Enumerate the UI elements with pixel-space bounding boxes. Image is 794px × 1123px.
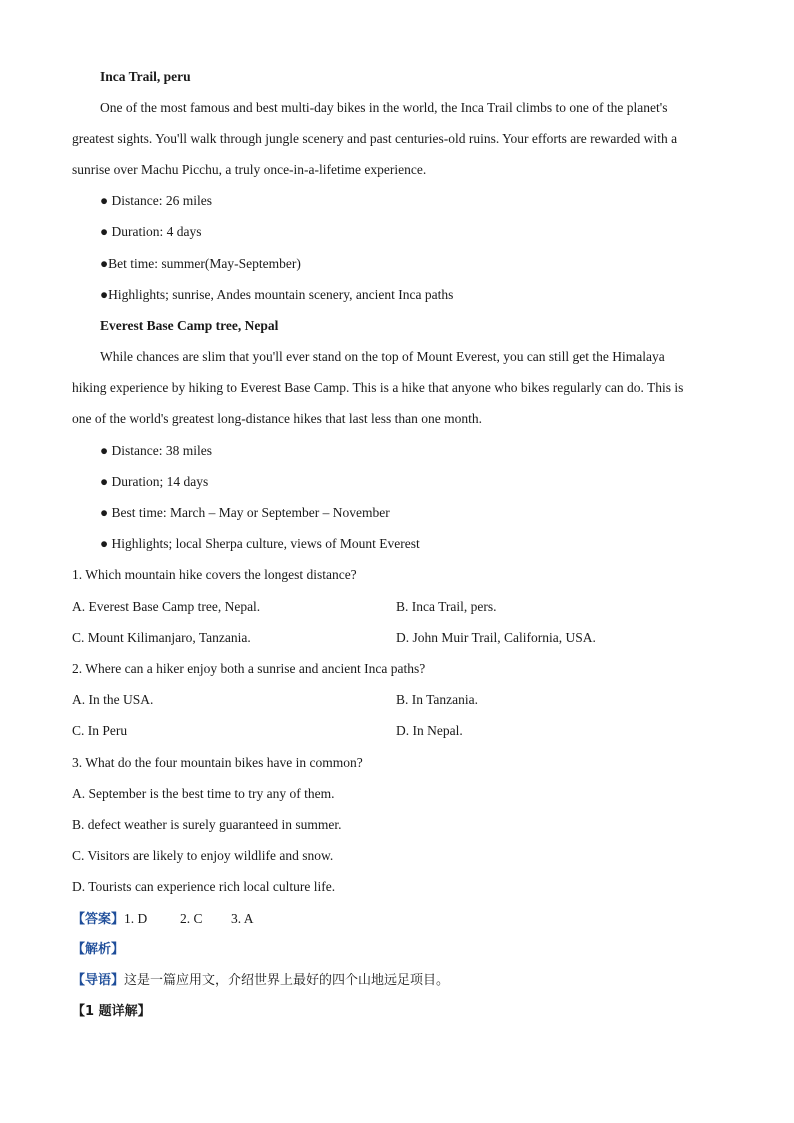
everest-bullet-duration: ● Duration; 14 days <box>100 474 209 489</box>
analysis-tag: 【解析】 <box>72 942 125 957</box>
answer-3: 3. A <box>231 911 254 926</box>
question-2-option-c: C. In Peru <box>72 723 128 738</box>
question-1-detail-tag: 【1 题详解】 <box>72 1004 151 1019</box>
question-3-option-d: D. Tourists can experience rich local culture life. <box>72 879 336 894</box>
question-2-stem: 2. Where can a hiker enjoy both a sunrise and ancient Inca paths? <box>72 661 426 676</box>
question-3-option-b: B. defect weather is surely guaranteed in summer. <box>72 817 342 832</box>
question-3-option-a: A. September is the best time to try any of them. <box>72 786 335 801</box>
guide-line <box>72 972 449 990</box>
everest-paragraph-line-3: one of the world's greatest long-distance hikes that last less than one month. <box>72 411 482 426</box>
everest-paragraph-line-1: While chances are slim that you'll ever stand on the top of Mount Everest, you can still get the Himalaya <box>100 349 665 364</box>
inca-bullet-highlights: ●Highlights; sunrise, Andes mountain scenery, ancient Inca paths <box>100 287 454 302</box>
inca-bullet-duration: ● Duration: 4 days <box>100 224 202 239</box>
section-heading-inca: Inca Trail, peru <box>100 69 191 84</box>
question-2-option-a: A. In the USA. <box>72 692 154 707</box>
inca-bullet-best-time: ●Bet time: summer(May-September) <box>100 256 301 271</box>
question-3-option-c: C. Visitors are likely to enjoy wildlife and snow. <box>72 848 334 863</box>
answer-line <box>72 910 147 929</box>
everest-bullet-best-time: ● Best time: March – May or September – November <box>100 505 390 520</box>
question-1-option-a: A. Everest Base Camp tree, Nepal. <box>72 599 261 614</box>
everest-bullet-highlights: ● Highlights; local Sherpa culture, views of Mount Everest <box>100 536 420 551</box>
question-1-option-d: D. John Muir Trail, California, USA. <box>396 630 596 645</box>
question-1-stem: 1. Which mountain hike covers the longest distance? <box>72 567 357 582</box>
answer-1: 1. D <box>124 911 148 926</box>
question-1-option-b: B. Inca Trail, pers. <box>396 599 497 614</box>
question-1-option-c: C. Mount Kilimanjaro, Tanzania. <box>72 630 251 645</box>
section-heading-everest: Everest Base Camp tree, Nepal <box>100 318 279 333</box>
inca-paragraph-line-1: One of the most famous and best multi-day bikes in the world, the Inca Trail climbs to one of the planet's <box>100 100 668 115</box>
inca-paragraph-line-3: sunrise over Machu Picchu, a truly once-in-a-lifetime experience. <box>72 162 427 177</box>
question-3-stem: 3. What do the four mountain bikes have in common? <box>72 755 363 770</box>
guide-text: 这是一篇应用文，介绍世界上最好的四个山地远足项目。 <box>124 973 450 988</box>
question-2-option-d: D. In Nepal. <box>396 723 463 738</box>
inca-paragraph-line-2: greatest sights. You'll walk through jungle scenery and past centuries-old ruins. Your efforts are rewarded with a <box>72 131 678 146</box>
answer-2: 2. C <box>180 911 203 926</box>
question-2-option-b: B. In Tanzania. <box>396 692 479 707</box>
inca-bullet-distance: ● Distance: 26 miles <box>100 193 213 208</box>
everest-bullet-distance: ● Distance: 38 miles <box>100 443 213 458</box>
everest-paragraph-line-2: hiking experience by hiking to Everest Base Camp. This is a hike that anyone who bikes regularly can do. This is <box>72 380 684 395</box>
answer-tag: 【答案】 <box>72 912 125 927</box>
guide-tag: 【导语】 <box>72 973 125 988</box>
